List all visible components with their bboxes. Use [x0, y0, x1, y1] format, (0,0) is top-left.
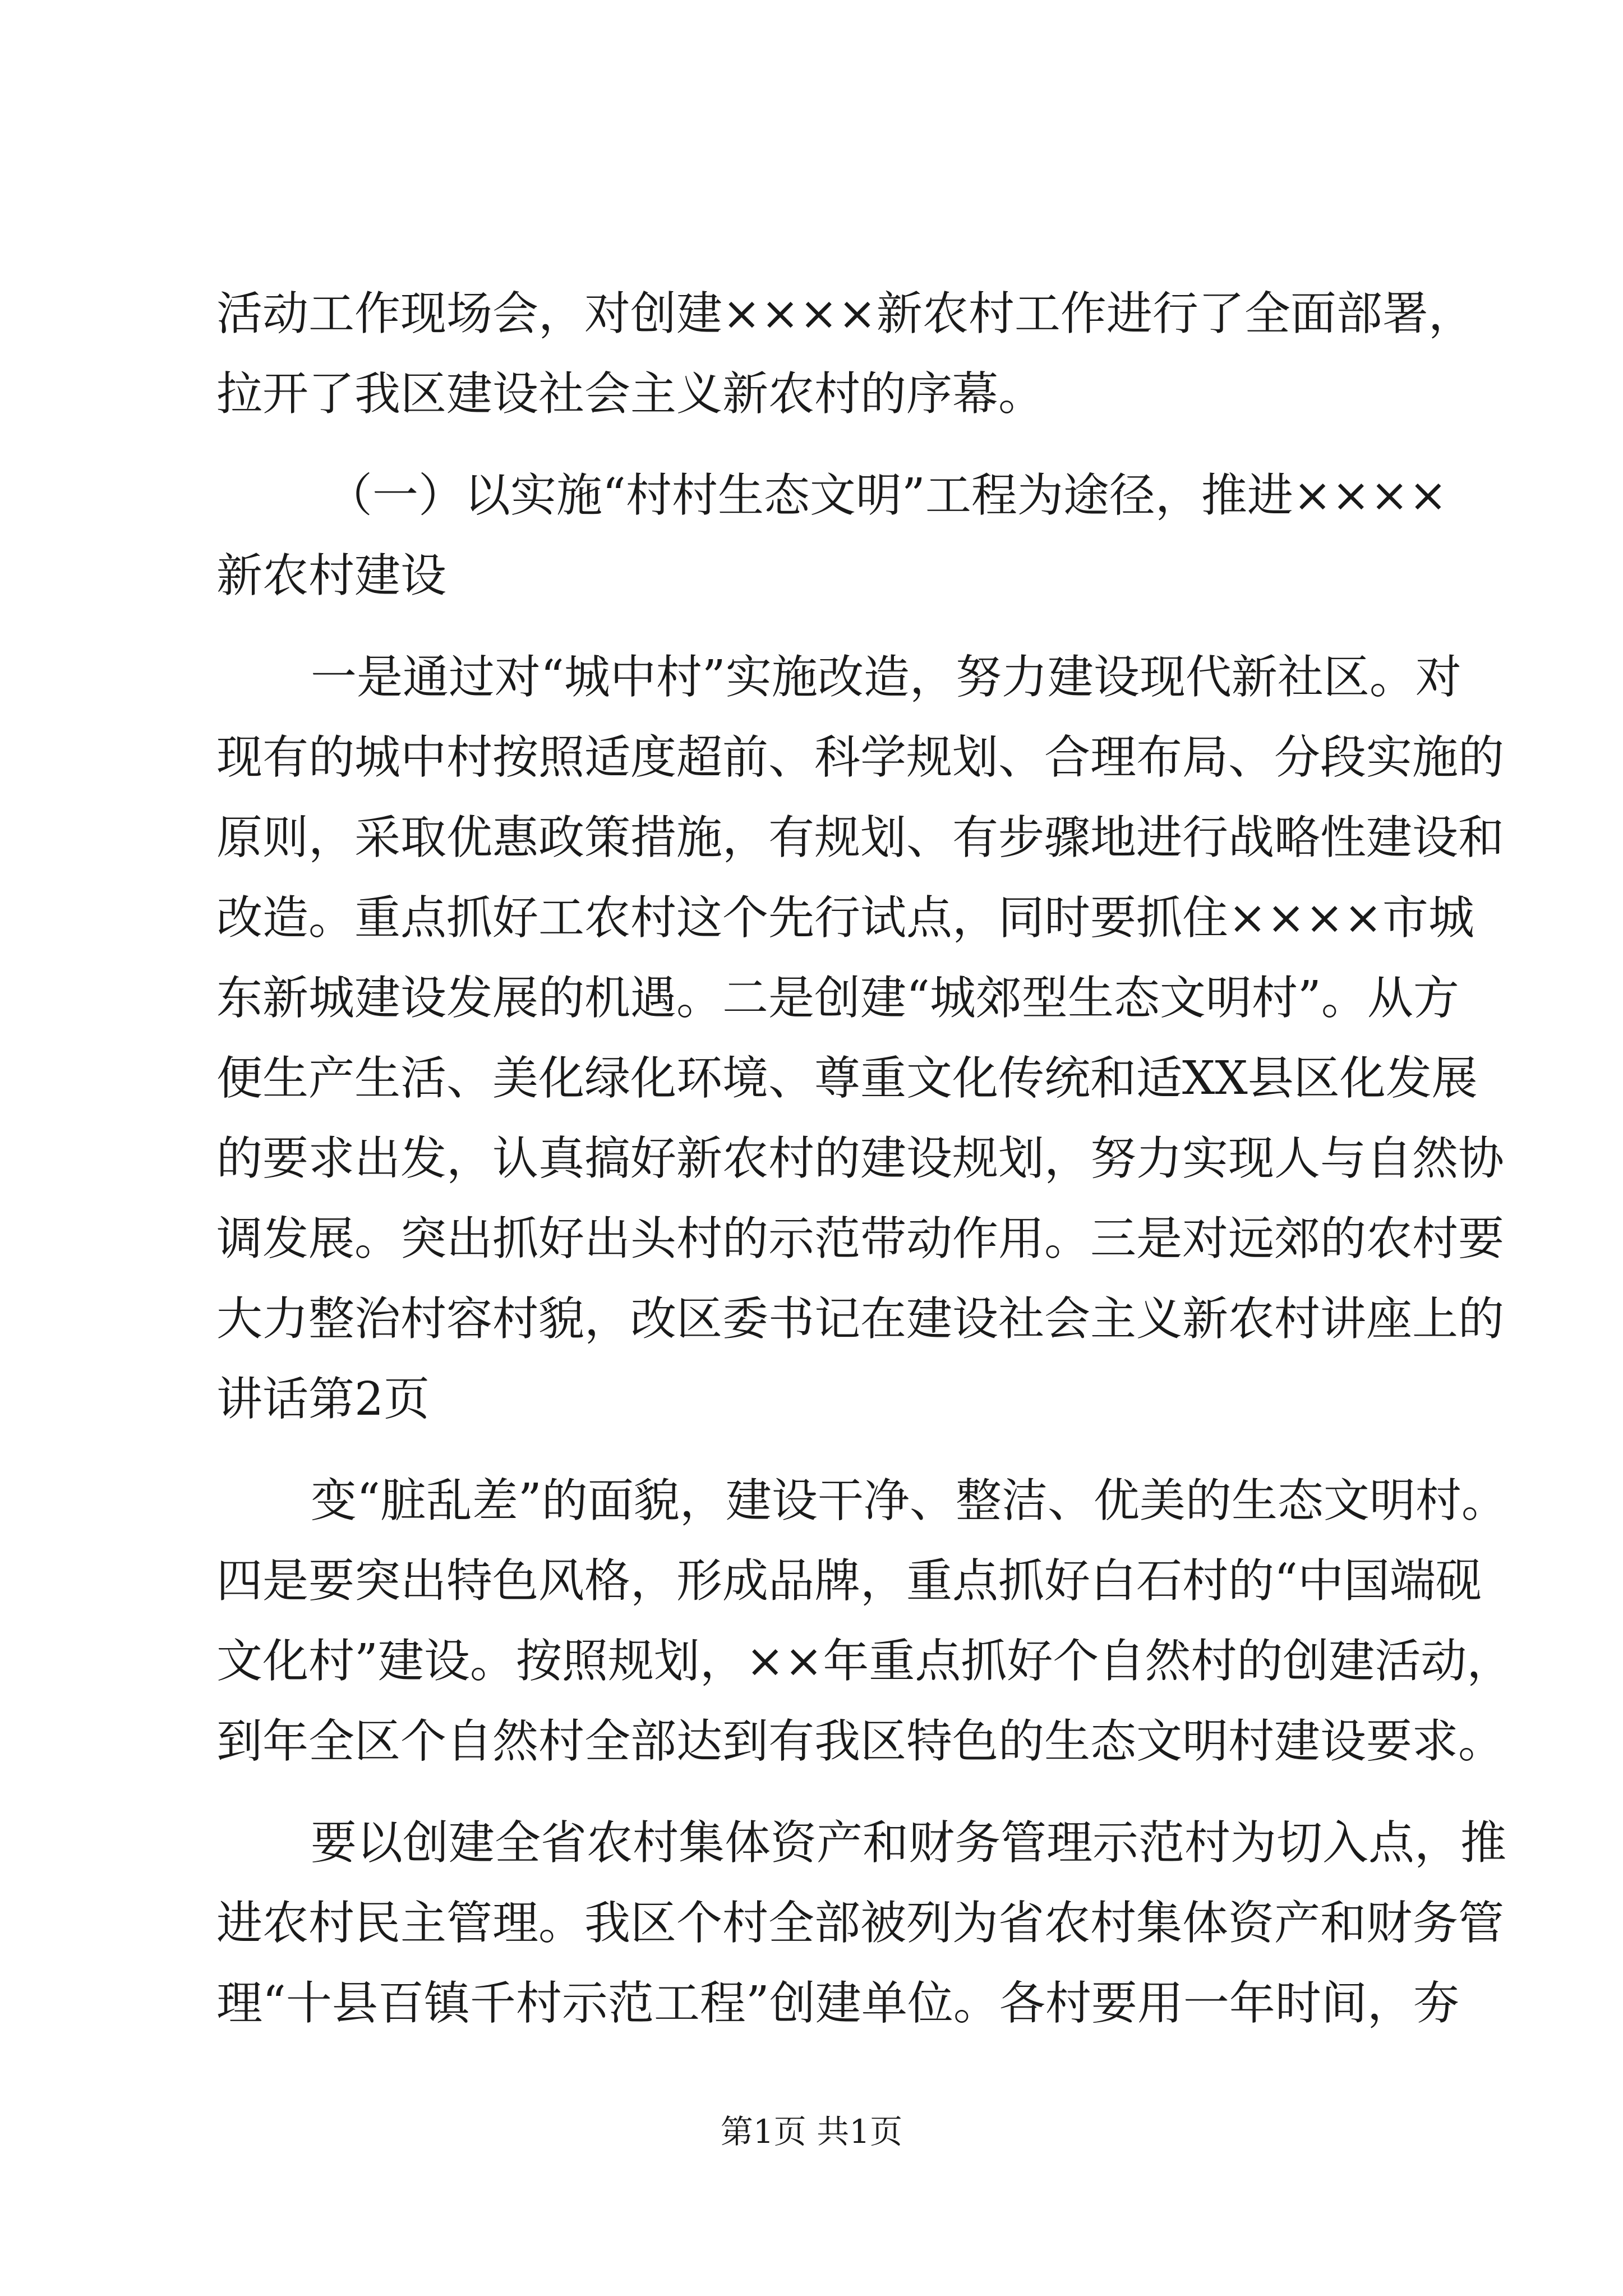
section-heading-line: （一）以实施“村村生态文明”工程为途径，推进×××× [326, 469, 1447, 522]
page-footer [0, 2109, 1623, 2154]
text-line: 四是要突出特色风格，形成品牌，重点抓好白石村的“中国端砚 [216, 1554, 1482, 1608]
text-line: 变“脏乱差”的面貌，建设干净、整洁、优美的生态文明村。 [311, 1474, 1507, 1527]
text-line: 一是通过对“城中村”实施改造，努力建设现代新社区。对 [311, 651, 1461, 704]
text-line: 讲话第2页 [216, 1373, 430, 1426]
text-line: 东新城建设发展的机遇。二是创建“城郊型生态文明村”。从方 [216, 972, 1459, 1025]
text-line: 改造。重点抓好工农村这个先行试点，同时要抓住××××市城 [216, 891, 1474, 945]
text-line: 便生产生活、美化绿化环境、尊重文化传统和适XX县区化发展 [216, 1052, 1478, 1105]
text-line: 到年全区个自然村全部达到有我区特色的生态文明村建设要求。 [216, 1715, 1505, 1768]
text-line: 调发展。突出抓好出头村的示范带动作用。三是对远郊的农村要 [216, 1212, 1505, 1266]
text-line: 理“十县百镇千村示范工程”创建单位。各村要用一年时间，夯 [216, 1977, 1459, 2030]
section-heading-line: 新农村建设 [216, 549, 447, 602]
text-line: 进农村民主管理。我区个村全部被列为省农村集体资产和财务管 [216, 1897, 1505, 1950]
text-line: 的要求出发，认真搞好新农村的建设规划，努力实现人与自然协 [216, 1132, 1505, 1185]
text-line: 拉开了我区建设社会主义新农村的序幕。 [216, 367, 1045, 421]
page-indicator: 第1页 共1页 [720, 2113, 903, 2151]
text-line: 文化村”建设。按照规划，××年重点抓好个自然村的创建活动， [216, 1635, 1513, 1688]
text-line: 大力整治村容村貌，改区委书记在建设社会主义新农村讲座上的 [216, 1292, 1505, 1346]
text-line: 现有的城中村按照适度超前、科学规划、合理布局、分段实施的 [216, 731, 1505, 784]
text-line: 原则，采取优惠政策措施，有规划、有步骤地进行战略性建设和 [216, 811, 1505, 864]
text-line: 要以创建全省农村集体资产和财务管理示范村为切入点，推 [311, 1816, 1507, 1870]
document-body [216, 274, 1513, 2044]
text-line: 活动工作现场会，对创建××××新农村工作进行了全面部署， [216, 287, 1474, 341]
